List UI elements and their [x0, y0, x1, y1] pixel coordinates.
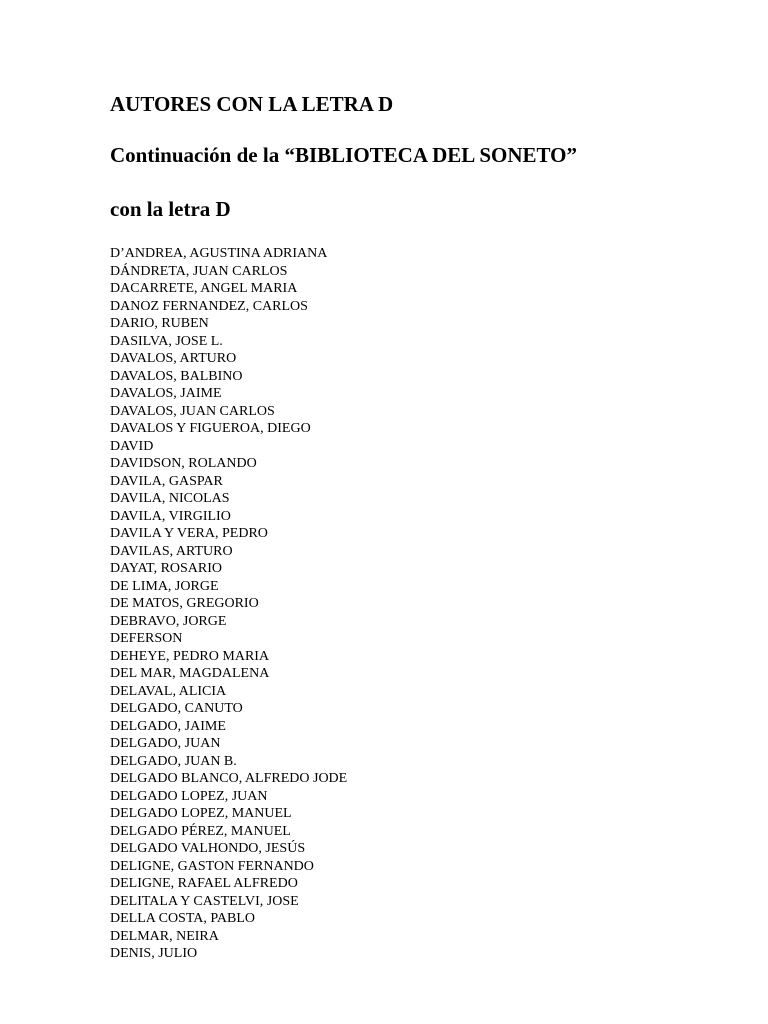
author-list-item: DELLA COSTA, PABLO	[110, 911, 255, 926]
author-list-item: DELITALA Y CASTELVI, JOSE	[110, 893, 299, 909]
author-list-item: DELGADO, JUAN	[110, 736, 221, 751]
author-list-item: DEL MAR, MAGDALENA	[110, 666, 270, 681]
author-list	[110, 245, 347, 963]
author-list-item: DELGADO VALHONDO, JESÚS	[110, 841, 306, 856]
author-list-item: DELGADO, CANUTO	[110, 701, 243, 716]
section-heading: con la letra D	[110, 197, 231, 221]
author-list-item: DELGADO LOPEZ, JUAN	[110, 788, 268, 804]
author-list-item: DELMAR, NEIRA	[110, 928, 219, 944]
author-list-item: DANOZ FERNANDEZ, CARLOS	[110, 298, 308, 314]
author-list-item: D’ANDREA, AGUSTINA ADRIANA	[110, 246, 328, 261]
author-list-item: DAVALOS, ARTURO	[110, 351, 237, 366]
author-list-item: DELIGNE, GASTON FERNANDO	[110, 858, 314, 874]
author-list-item: DELGADO, JAIME	[110, 718, 226, 734]
author-list-item: DARIO, RUBEN	[110, 316, 209, 331]
author-list-item: DAVID	[110, 438, 154, 454]
author-list-item: DAVILA Y VERA, PEDRO	[110, 526, 268, 541]
author-list-item: DÁNDRETA, JUAN CARLOS	[110, 263, 288, 279]
author-list-item: DACARRETE, ANGEL MARIA	[110, 281, 298, 296]
author-list-item: DAVILA, VIRGILIO	[110, 508, 231, 524]
author-list-item: DEFERSON	[110, 631, 183, 646]
author-list-item: DAVIDSON, ROLANDO	[110, 456, 257, 471]
author-list-item: DELGADO BLANCO, ALFREDO JODE	[110, 771, 348, 786]
author-list-item: DAVALOS, BALBINO	[110, 368, 243, 384]
author-list-item: DAVILA, GASPAR	[110, 473, 223, 489]
author-list-item: DELIGNE, RAFAEL ALFREDO	[110, 876, 298, 891]
page-subtitle: Continuación de la “BIBLIOTECA DEL SONETO”	[110, 143, 578, 167]
page-title: AUTORES CON LA LETRA D	[110, 92, 394, 116]
author-list-item: DAYAT, ROSARIO	[110, 561, 223, 576]
author-list-item: DEBRAVO, JORGE	[110, 613, 227, 629]
author-list-item: DAVALOS, JAIME	[110, 386, 222, 401]
author-list-item: DELAVAL, ALICIA	[110, 683, 227, 699]
author-list-item: DAVALOS, JUAN CARLOS	[110, 403, 275, 419]
author-list-item: DE MATOS, GREGORIO	[110, 596, 259, 611]
author-list-item: DAVILAS, ARTURO	[110, 543, 233, 559]
author-list-item: DELGADO, JUAN B.	[110, 753, 237, 769]
author-list-item: DE LIMA, JORGE	[110, 578, 219, 594]
author-list-item: DELGADO PÉREZ, MANUEL	[110, 823, 291, 839]
author-list-item: DENIS, JULIO	[110, 946, 198, 961]
author-list-item: DAVALOS Y FIGUEROA, DIEGO	[110, 421, 311, 436]
author-list-item: DAVILA, NICOLAS	[110, 491, 230, 506]
author-list-item: DEHEYE, PEDRO MARIA	[110, 648, 270, 664]
author-list-item: DELGADO LOPEZ, MANUEL	[110, 806, 292, 821]
author-list-item: DASILVA, JOSE L.	[110, 333, 223, 349]
